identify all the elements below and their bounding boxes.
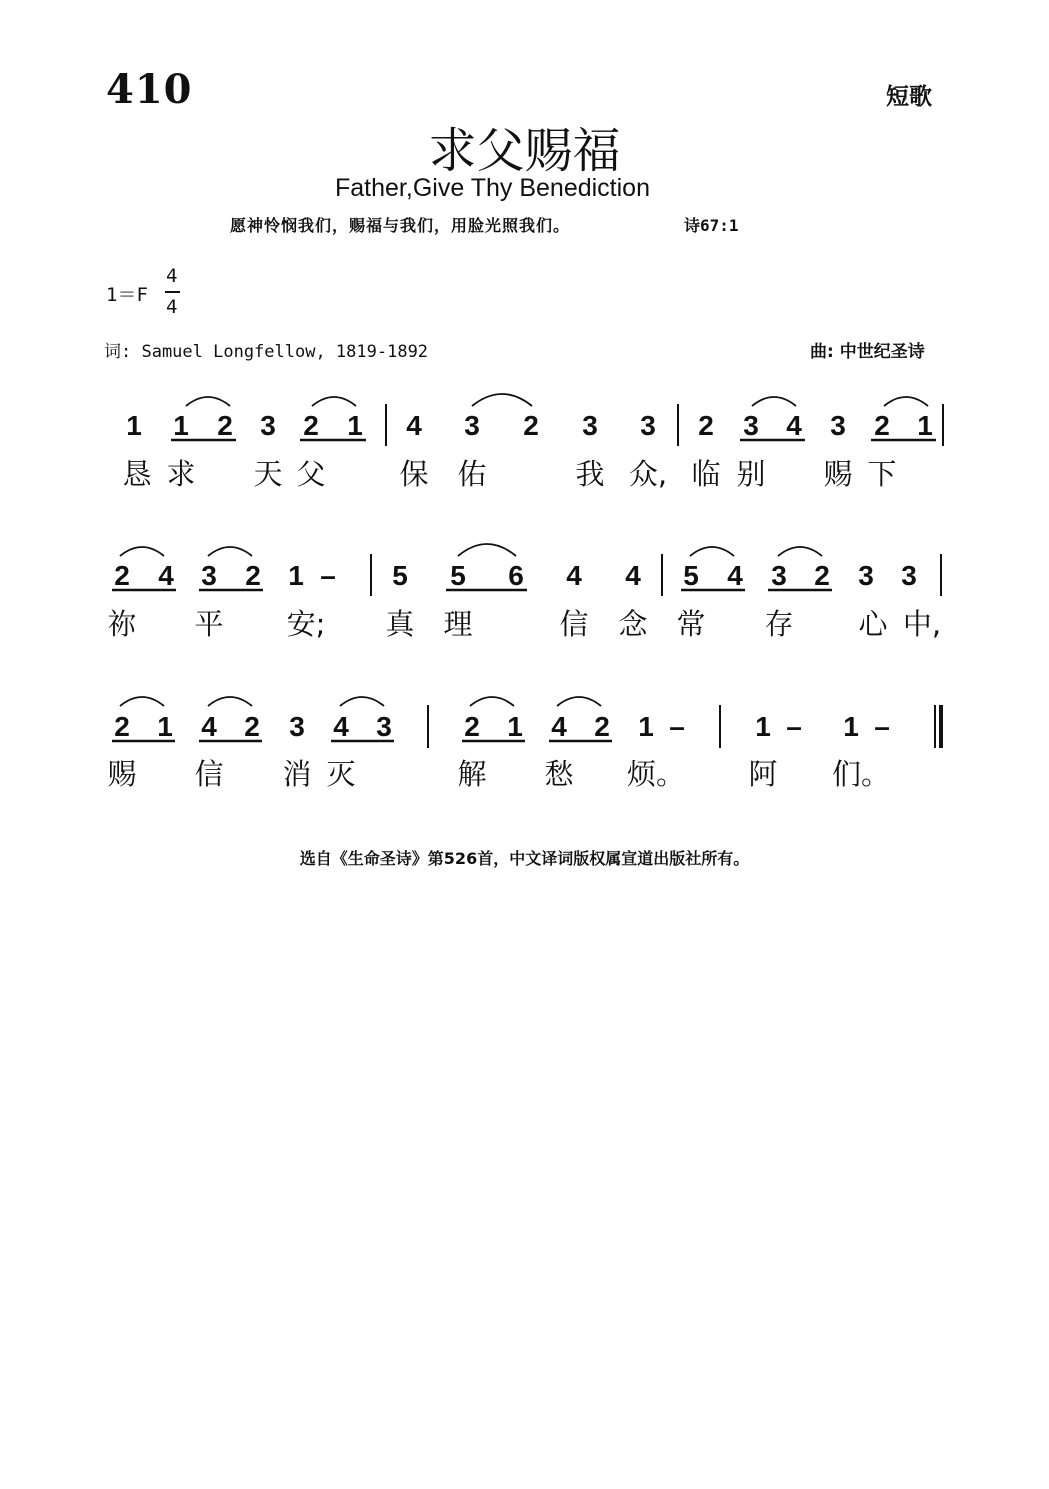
slur	[752, 397, 796, 406]
lyric: 祢	[107, 607, 137, 641]
note: 3	[901, 560, 917, 591]
slur	[690, 547, 734, 556]
slur	[312, 397, 356, 406]
category-label: 短歌	[886, 83, 932, 110]
note: 1	[157, 711, 173, 742]
lyric: 恳	[122, 457, 152, 491]
scripture-reference: 诗67:1	[684, 216, 739, 235]
music-line-1	[122, 394, 943, 491]
note-dash: –	[786, 711, 802, 742]
note: 1	[173, 410, 189, 441]
note: 3	[640, 410, 656, 441]
lyric: 信	[194, 757, 224, 791]
slur	[208, 547, 252, 556]
slur	[186, 397, 230, 406]
note-dash: –	[669, 711, 685, 742]
slur	[472, 394, 532, 406]
note: 4	[201, 711, 217, 742]
note: 2	[244, 711, 260, 742]
note: 1	[755, 711, 771, 742]
key-signature: 1＝F	[106, 284, 148, 306]
lyric: 们。	[831, 757, 891, 791]
note: 5	[683, 560, 699, 591]
note: 4	[551, 711, 567, 742]
time-signature-bottom: 4	[166, 296, 178, 318]
lyric: 消	[282, 757, 312, 791]
lyric: 理	[443, 607, 473, 641]
note: 3	[201, 560, 217, 591]
lyric: 阿	[748, 757, 778, 791]
slur	[340, 697, 384, 706]
hymn-number: 410	[106, 66, 193, 113]
note: 3	[743, 410, 759, 441]
lyric: 存	[764, 607, 794, 641]
note: 1	[638, 711, 654, 742]
note: 1	[126, 410, 142, 441]
note: 5	[392, 560, 408, 591]
slur	[884, 397, 928, 406]
note-dash: –	[320, 560, 336, 591]
note: 4	[333, 711, 349, 742]
music-line-2	[107, 544, 941, 641]
lyric: 赐	[107, 757, 137, 791]
lyric: 别	[736, 457, 766, 491]
lyric: 中,	[902, 607, 942, 641]
lyric: 临	[691, 457, 721, 491]
lyric: 下	[867, 457, 897, 491]
lyric: 佑	[457, 457, 487, 491]
note: 4	[727, 560, 743, 591]
lyric: 我	[575, 457, 605, 491]
title-english: Father,Give Thy Benediction	[335, 174, 650, 202]
note: 2	[594, 711, 610, 742]
slur	[208, 697, 252, 706]
lyric: 平	[194, 607, 224, 641]
note: 1	[843, 711, 859, 742]
title-chinese: 求父赐福	[428, 123, 621, 179]
note: 3	[858, 560, 874, 591]
lyric: 真	[385, 607, 415, 641]
slur	[557, 697, 601, 706]
note: 4	[625, 560, 641, 591]
note: 2	[303, 410, 319, 441]
note: 2	[814, 560, 830, 591]
slur	[458, 544, 516, 556]
lyric: 父	[296, 457, 326, 491]
slur	[470, 697, 514, 706]
note: 3	[771, 560, 787, 591]
lyric: 保	[399, 457, 429, 491]
lyric: 烦。	[626, 757, 686, 791]
lyric: 众,	[628, 457, 668, 491]
note: 1	[507, 711, 523, 742]
note: 1	[288, 560, 304, 591]
note: 4	[158, 560, 174, 591]
lyricist-credit: 词: Samuel Longfellow, 1819-1892	[104, 342, 429, 362]
slur	[120, 547, 164, 556]
lyric: 心	[858, 607, 888, 641]
slur	[778, 547, 822, 556]
note: 2	[245, 560, 261, 591]
note-dash: –	[874, 711, 890, 742]
note: 2	[217, 410, 233, 441]
note: 6	[508, 560, 524, 591]
note: 3	[464, 410, 480, 441]
note: 3	[376, 711, 392, 742]
note: 1	[347, 410, 363, 441]
composer-credit: 曲: 中世纪圣诗	[810, 342, 925, 362]
note: 4	[786, 410, 802, 441]
slur	[120, 697, 164, 706]
note: 2	[464, 711, 480, 742]
note: 3	[289, 711, 305, 742]
note: 1	[917, 410, 933, 441]
note: 2	[523, 410, 539, 441]
lyric: 天	[253, 457, 283, 491]
time-signature-top: 4	[166, 265, 178, 287]
music-line-3	[107, 697, 941, 791]
lyric: 念	[618, 607, 648, 641]
note: 2	[114, 560, 130, 591]
lyric: 求	[166, 457, 196, 491]
lyric: 信	[559, 607, 589, 641]
note: 5	[450, 560, 466, 591]
lyric: 解	[457, 757, 487, 791]
scripture-verse: 愿神怜悯我们，赐福与我们，用脸光照我们。	[230, 216, 571, 235]
lyric: 常	[676, 607, 706, 641]
lyric: 安;	[286, 607, 326, 641]
note: 2	[874, 410, 890, 441]
lyric: 灭	[326, 757, 356, 791]
note: 3	[830, 410, 846, 441]
note: 3	[582, 410, 598, 441]
lyric: 赐	[823, 457, 853, 491]
note: 3	[260, 410, 276, 441]
note: 4	[566, 560, 582, 591]
note: 2	[698, 410, 714, 441]
copyright-footer: 选自《生命圣诗》第526首，中文译词版权属宣道出版社所有。	[299, 849, 750, 868]
lyric: 愁	[544, 757, 574, 791]
note: 4	[406, 410, 422, 441]
note: 2	[114, 711, 130, 742]
